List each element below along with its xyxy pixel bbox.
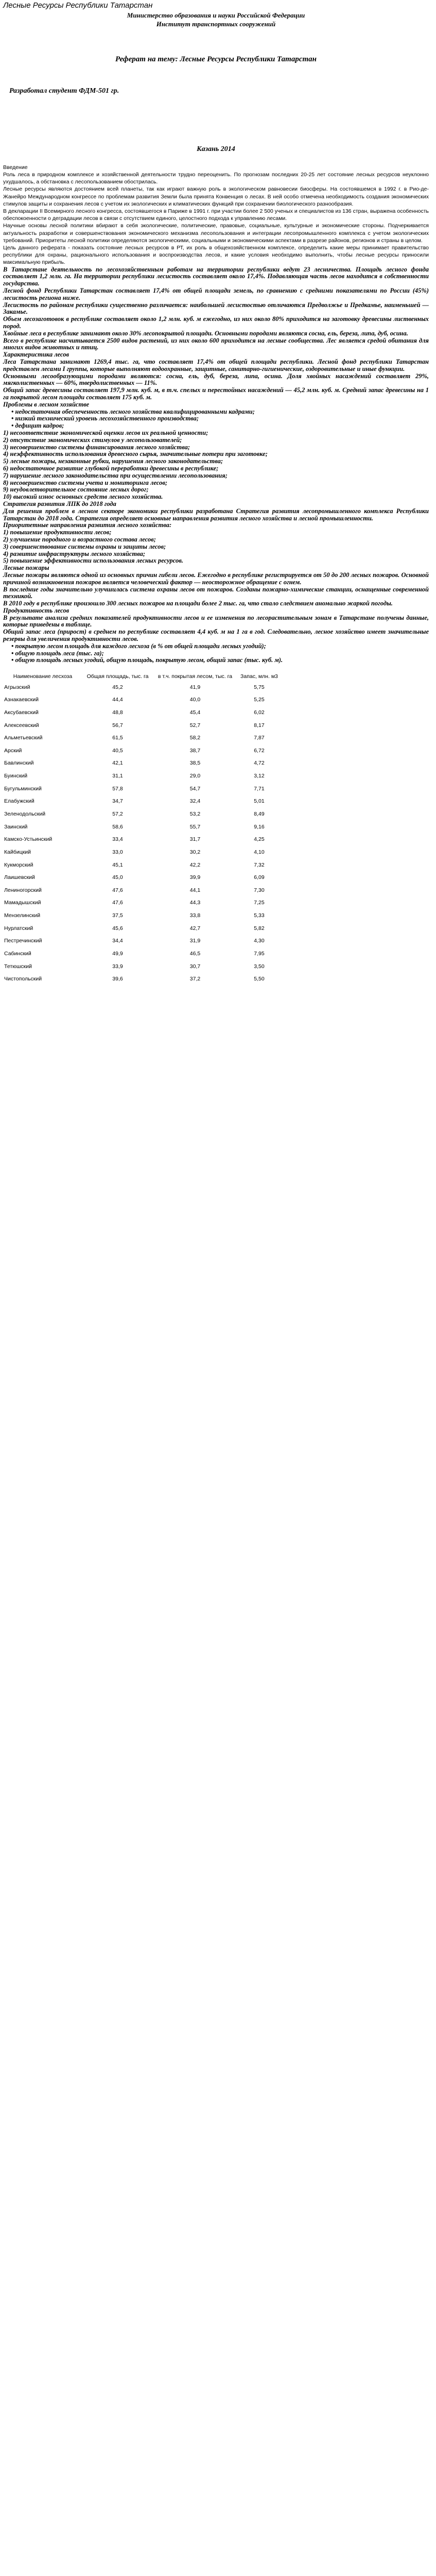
problem-bullet: • дефицит кадров; [11,422,64,430]
factor-item: 5) лесные пожары, незаконные рубки, нарушения лесного законодательства; [3,457,223,465]
forestry-value-cell: 44,1 [189,887,201,893]
intro-paragraph: Роль леса в природном комплексе и хозяйственной деятельности трудно переоценить. По прогнозам последних 20-25 лет состояние лесных ресурсов неуклонно ухудшалось, а обстановка с лесопользованием обострилась. [3,172,429,185]
facts-paragraph: Объем лесозаготовок в республике составляет около 1,2 млн. куб. м ежегодно, из них около 80% приходится на заготовку древесины лиственных пород. [3,315,429,330]
productivity-bullet: • общую площадь лесных угодий, общую площадь, покрытую лесом, общий запас (тыс. куб. м). [11,656,283,664]
factor-item: 6) недостаточное развитие глубокой переработки древесины в республике; [3,464,219,472]
factor-item: 10) высокий износ основных средств лесного хозяйства. [3,493,163,501]
forestry-value-cell: 5,25 [254,697,265,703]
table-header-cell: Общая площадь, тыс. га [86,673,149,680]
forestry-name-cell: Елабужский [4,798,34,805]
table-row [3,947,281,960]
forestry-value-cell: 39,6 [112,976,123,982]
table-row [3,884,281,897]
forestry-name-cell: Зеленодольский [4,810,46,817]
factor-item: 1) несоответствие экономической оценки лесов их реальной ценности; [3,429,208,436]
forestry-value-cell: 7,71 [254,785,265,792]
forestry-name-cell: Заинский [4,823,28,830]
forestry-value-cell: 45,6 [112,925,123,931]
forestry-value-cell: 30,2 [189,849,201,855]
intro-paragraph: Научные основы лесной политики вбирают в себя экологические, политические, правовые, социальные, культурные и экономические стороны. Подчеркивается актуальность разработки и совершенствования экономического механизма лесопользования и интеграции лесопромышленного комплекса с учетом экологических требований. Приоритеты лесной политики определяются экологическими, социальными и экономическими аспектами в разрезе районов, регионов и страны в целом. [3,223,429,244]
document-page [0,0,436,986]
table-row [3,960,281,973]
table-row [3,858,281,871]
forestry-value-cell: 33,4 [112,836,123,843]
factor-item: 7) нарушение лесного законодательства при осуществлении лесопользования; [3,471,228,479]
factor-item: 8) несовершенство системы учета и мониторинга лесов; [3,479,168,486]
forestry-value-cell: 31,9 [189,938,201,944]
fire-paragraph: В 2010 году в республике произошло 300 лесных пожаров на площади более 2 тыс. га, что стало следствием аномально жаркой погоды. [3,600,393,607]
strategy-paragraph: 1) повышение продуктивности лесов; [3,529,112,536]
forestry-value-cell: 7,25 [254,900,265,906]
page-title: Лесные Ресурсы Республики Татарстан [3,1,153,10]
strategy-paragraph: Приоритетные направления развития лесного хозяйства: [3,521,172,529]
table-row [3,770,281,783]
productivity-bullet: • общую площадь леса (тыс. га); [11,649,104,657]
table-row [3,719,281,732]
report-title: Реферат на тему: Лесные Ресурсы Республики Татарстан [115,55,317,63]
characteristics-heading: Характеристика лесов [3,351,69,359]
table-header-cell: Запас, млн. м3 [240,673,278,680]
forestry-value-cell: 45,0 [112,874,123,881]
forestry-value-cell: 57,8 [112,785,123,792]
productivity-paragraph: Общий запас леса (прирост) в среднем по республике составляет 4,4 куб. м на 1 га в год. Следовательно, лесное хозяйство имеет значительные резервы для увеличения продуктивности лесов. [3,628,429,643]
forestry-value-cell: 38,7 [189,747,201,754]
forestry-value-cell: 7,32 [254,861,265,868]
strategy-paragraph: 2) улучшение породного и возрастного состава лесов; [3,535,156,543]
forestry-value-cell: 3,50 [254,963,265,970]
forestry-value-cell: 57,2 [112,810,123,817]
problem-bullet-text: дефицит кадров; [15,422,64,430]
forestry-name-cell: Тетюшский [4,963,32,970]
forestry-value-cell: 42,1 [112,760,123,767]
forestry-value-cell: 33,0 [112,849,123,855]
table-row [3,820,281,833]
forestry-value-cell: 54,7 [189,785,201,792]
facts-paragraph: Лесистость по районам республики существенно различается: наибольшей лесистостью отличаются Предволжье и Предкамье, наименьшей — Закамье. [3,301,429,316]
forestry-value-cell: 53,2 [189,810,201,817]
forestry-value-cell: 33,8 [189,912,201,919]
forestry-name-cell: Кукморский [4,861,33,868]
forestry-value-cell: 29,0 [189,773,201,779]
forestry-value-cell: 31,1 [112,773,123,779]
forestry-value-cell: 4,30 [254,938,265,944]
productivity-heading: Продуктивность лесов [3,606,69,614]
forestry-value-cell: 55,7 [189,823,201,830]
forestry-name-cell: Лаишевский [4,874,35,881]
table-row [3,871,281,884]
table-row [3,808,281,821]
strategy-paragraph: 4) развитие инфраструктуры лесного хозяйства; [3,550,146,557]
forestry-value-cell: 47,6 [112,900,123,906]
forestry-value-cell: 61,5 [112,735,123,741]
forestry-value-cell: 45,2 [112,684,123,690]
problem-bullet-text: недостаточная обеспеченность лесного хозяйства квалифицированными кадрами; [15,408,255,415]
table-row [3,693,281,706]
table-row [3,922,281,935]
forestry-value-cell: 42,2 [189,861,201,868]
forestry-value-cell: 32,4 [189,798,201,805]
table-header-row [3,672,281,681]
forestry-value-cell: 9,16 [254,823,265,830]
problems-heading: Проблемы в лесном хозяйстве [3,400,90,408]
forestry-value-cell: 5,75 [254,684,265,690]
table-row [3,973,281,986]
characteristics-paragraph: Основными лесообразующими породами являются: сосна, ель, дуб, береза, липа, осина. Доля хвойных насаждений составляет 29%, мягколиственных — 60%, твердолиственных — 11%. [3,372,429,387]
table-row [3,706,281,719]
strategy-paragraph: 3) совершенствование системы охраны и защиты лесов; [3,543,166,550]
forestry-value-cell: 44,4 [112,697,123,703]
forestry-value-cell: 44,3 [189,900,201,906]
forestry-name-cell: Алексеевский [4,722,39,728]
forestry-name-cell: Аксубаевский [4,709,39,716]
forestry-value-cell: 5,50 [254,976,265,982]
productivity-bullet: • покрытую лесом площадь для каждого лесхоза (в % от общей площади лесных угодий); [11,642,266,650]
forestry-name-cell: Бугульминский [4,785,42,792]
facts-paragraph: Хвойные леса в республике занимают около 30% лесопокрытой площади. Основными породами являются сосна, ель, береза, липа, дуб, осина. [3,329,408,337]
forestry-value-cell: 8,17 [254,722,265,728]
forestry-value-cell: 5,82 [254,925,265,931]
table-row [3,935,281,947]
forestry-value-cell: 58,2 [189,735,201,741]
forestry-value-cell: 40,5 [112,747,123,754]
forestry-name-cell: Альметьевский [4,735,43,741]
forestry-value-cell: 6,02 [254,709,265,716]
forestry-value-cell: 4,25 [254,836,265,843]
productivity-paragraph: В результате анализа средних показателей продуктивности лесов и ее изменения по лесорастительным зонам в Татарстане получены данные, которые приведены в таблице. [3,614,429,629]
facts-section [3,266,429,665]
table-row [3,681,281,693]
factor-item: 2) отсутствие экономических стимулов у лесопользователей; [3,436,182,444]
characteristics-paragraph: Общий запас древесины составляет 197,9 млн. куб. м, в т.ч. спелых и перестойных насаждений — 45,2 млн. куб. м. Средний запас древесины на 1 га покрытой лесом площади составляет 175 куб. м. [3,386,429,401]
forestry-name-cell: Пестречинский [4,938,42,944]
intro-paragraph: Лесные ресурсы являются достоянием всей планеты, так как играют важную роль в экологическом равновесии биосферы. На состоявшемся в 1992 г. в Рио-де-Жанейро Международном конгрессе по проблемам развития Земли была принята Конвенция о лесах. В ней особо отмечена необходимость создания экономических стимулов защиты и сохранения лесов с учетом их экологических и климатических функций при сохранении биологического разнообразия. [3,186,429,207]
forestry-value-cell: 30,7 [189,963,201,970]
intro-section [3,164,429,266]
forestry-name-cell: Буинский [4,773,28,779]
forestry-table [3,672,281,985]
forestry-name-cell: Арский [4,747,22,754]
forestry-value-cell: 46,5 [189,951,201,957]
table-row [3,757,281,770]
forestry-value-cell: 6,09 [254,874,265,881]
forestry-value-cell: 45,1 [112,861,123,868]
forestry-name-cell: Мензелинский [4,912,41,919]
strategy-paragraph: Для решения проблем в лесном секторе экономики республики разработана Стратегия развития лесопромышленного комплекса Республики Татарстан до 2018 года. Стратегия определяет основные направления развития лесного хозяйства и лесной промышленности. [3,507,429,522]
intro-heading: Введение [3,164,28,171]
forestry-value-cell: 7,95 [254,951,265,957]
table-row [3,909,281,922]
forestry-value-cell: 5,01 [254,798,265,805]
forestry-value-cell: 37,2 [189,976,201,982]
forestry-name-cell: Агрызский [4,684,30,690]
ministry-line-1: Министерство образования и науки Российской Федерации [127,11,305,19]
forestry-name-cell: Лениногорский [4,887,42,893]
intro-paragraph: Цель данного реферата - показать состояние лесных ресурсов в РТ, их роль в общехозяйственном комплексе, определить какие меры принимает правительство республики для охраны, рационального использования и воспроизводства лесов, и какие условия необходимо выполнить, чтобы лесные ресурсы приносили максимальную прибыль. [3,245,429,266]
forestry-value-cell: 33,9 [112,963,123,970]
forestry-name-cell: Сабинский [4,951,31,957]
forestry-value-cell: 31,7 [189,836,201,843]
forestry-name-cell: Мамадышский [4,900,41,906]
fire-heading: Лесные пожары [3,564,49,572]
forestry-name-cell: Бавлинский [4,760,34,767]
forestry-value-cell: 58,6 [112,823,123,830]
table-header-cell: в т.ч. покрытая лесом, тыс. га [158,673,233,680]
ministry-line-2: Институт транспортных сооружений [156,20,276,28]
table-row [3,744,281,757]
forestry-value-cell: 48,8 [112,709,123,716]
forestry-value-cell: 8,49 [254,810,265,817]
forestry-value-cell: 56,7 [112,722,123,728]
facts-paragraph: Лесной фонд Республики Татарстан составляет 17,4% от общей площади земель, по сравнению с средними показателями по России (45%) лесистость региона ниже. [3,287,429,301]
forestry-value-cell: 34,4 [112,938,123,944]
table-row [3,795,281,808]
fire-paragraph: В последние годы значительно улучшилась система охраны лесов от пожаров. Созданы пожарно-химические станции, оснащенные современной техникой. [3,585,429,600]
table-row [3,782,281,795]
table-row [3,846,281,859]
forestry-value-cell: 4,10 [254,849,265,855]
forestry-value-cell: 40,0 [189,697,201,703]
facts-paragraph: В Татарстане деятельность по лесохозяйственным работам на территории республики ведут 23 лесничества. Площадь лесного фонда составляет 1,2 млн. га. На территории республики лесистость составляет около 17,4%. Подавляющая часть лесов находится в собственности государства. [3,265,429,287]
facts-paragraph: Всего в республике насчитывается 2500 видов растений, из них около 600 приходится на лесные сообщества. Лес является средой обитания для многих видов животных и птиц. [3,336,429,351]
forestry-value-cell: 38,5 [189,760,201,767]
factor-item: 4) неэффективность использования древесного сырья, значительные потери при заготовке; [3,450,268,458]
strategy-heading: Стратегия развития ЛПК до 2018 года [3,500,116,507]
table-body [3,681,281,985]
forestry-value-cell: 47,6 [112,887,123,893]
problem-bullet: • недостаточная обеспеченность лесного хозяйства квалифицированными кадрами; [11,408,255,415]
factor-item: 9) неудовлетворительное состояние лесных дорог; [3,486,149,494]
forestry-name-cell: Нурлатский [4,925,33,931]
factor-item: 3) несовершенство системы финансирования лесного хозяйства; [3,443,190,451]
forestry-value-cell: 39,9 [189,874,201,881]
forestry-name-cell: Камско-Устьинский [4,836,53,843]
table-row [3,896,281,909]
forestry-value-cell: 34,7 [112,798,123,805]
problem-bullet: • низкий технический уровень лесохозяйственного производства; [11,415,199,422]
intro-paragraph: В декларации II Всемирного лесного конгресса, состоявшегося в Париже в 1991 г. при участии более 2 500 ученых и специалистов из 136 стран, выражена особенность обеспокоенности о деградации лесов в связи с отсутствием единого, целостного подхода к управлению лесами. [3,208,429,222]
forestry-value-cell: 3,12 [254,773,265,779]
forestry-value-cell: 7,30 [254,887,265,893]
table-row [3,732,281,744]
student-line: Разработал студент ФДМ-501 гр. [9,87,119,95]
table-header-cell: Наименование лесхоза [13,673,73,680]
fire-paragraph: Лесные пожары являются одной из основных причин гибели лесов. Ежегодно в республике регистрируется от 50 до 200 лесных пожаров. Основной причиной возникновения пожаров является человеческий фактор — неосторожное обращение с огнем. [3,571,429,586]
forestry-name-cell: Азнакаевский [4,697,39,703]
city-year: Казань 2014 [197,145,235,153]
characteristics-paragraph: Леса Татарстана занимают 1269,4 тыс. га, что составляет 17,4% от общей площади республики. Лесной фонд республики Татарстан представлен лесами I группы, которые выполняют водоохранные, защитные, санитарно-гигиенические, оздоровительные и иные функции. [3,358,429,372]
forestry-value-cell: 7,87 [254,735,265,741]
forestry-value-cell: 42,7 [189,925,201,931]
problem-bullet-text: низкий технический уровень лесохозяйственного производства; [15,415,199,422]
strategy-paragraph: 5) повышение эффективности использования лесных ресурсов. [3,557,183,565]
forestry-value-cell: 52,7 [189,722,201,728]
forestry-value-cell: 41,9 [189,684,201,690]
forestry-name-cell: Кайбицкий [4,849,31,855]
forestry-name-cell: Чистопольский [4,976,42,982]
forestry-value-cell: 5,33 [254,912,265,919]
table-row [3,833,281,846]
forestry-value-cell: 37,5 [112,912,123,919]
forestry-value-cell: 49,9 [112,951,123,957]
forestry-value-cell: 45,4 [189,709,201,716]
forestry-value-cell: 6,72 [254,747,265,754]
forestry-value-cell: 4,72 [254,760,265,767]
